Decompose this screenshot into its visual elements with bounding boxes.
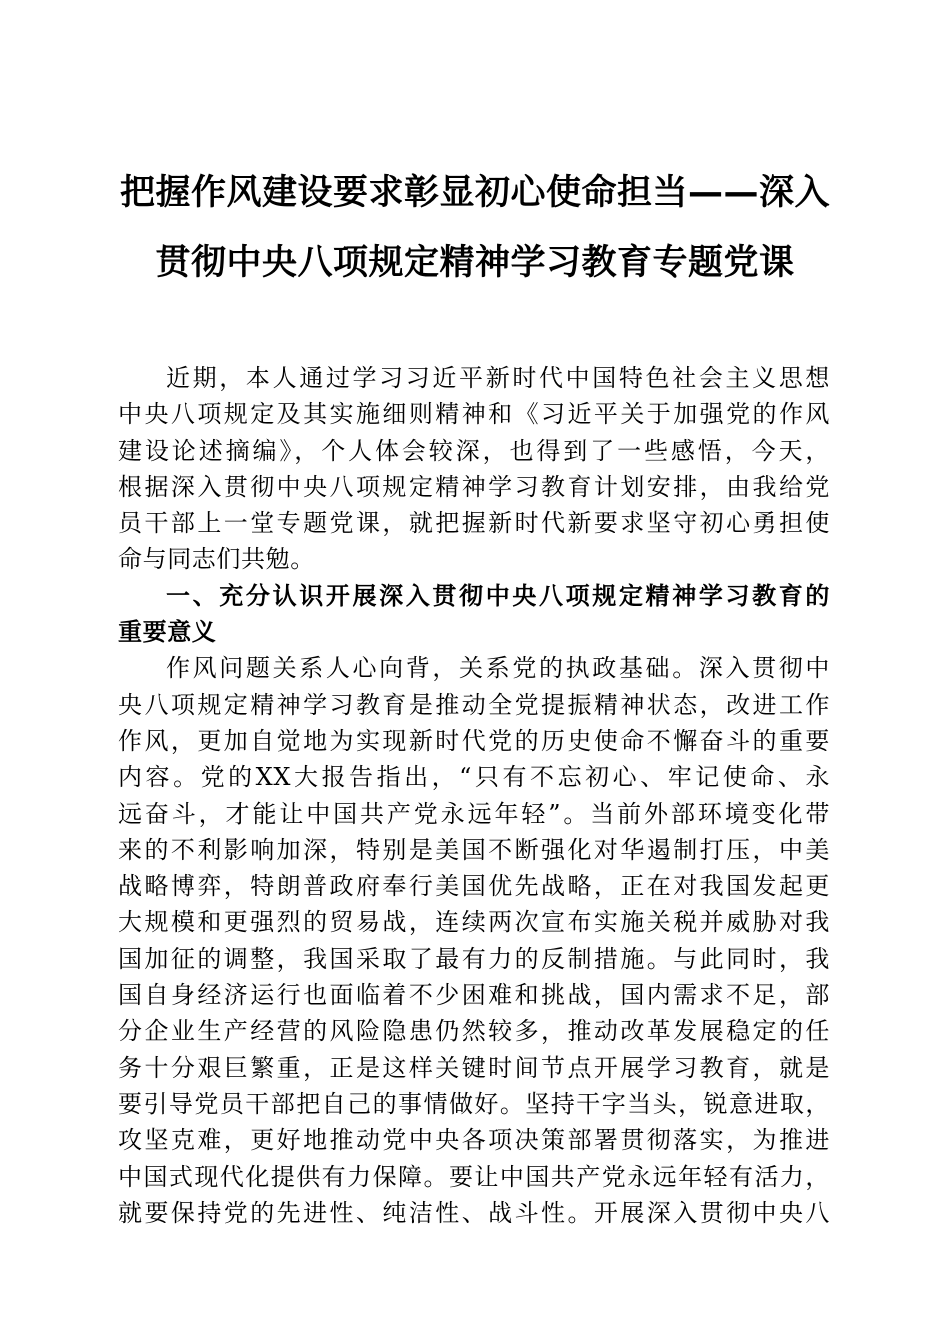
paragraph-line: 攻坚克难，更好地推动党中央各项决策部署贯彻落实，为推进 xyxy=(118,1126,830,1155)
paragraph-line: 中央八项规定及其实施细则精神和《习近平关于加强党的作风 xyxy=(118,400,830,429)
document-title-line-1: 把握作风建设要求彰显初心使命担当——深入 xyxy=(119,173,830,213)
paragraph-line: 作风，更加自觉地为实现新时代党的历史使命不懈奋斗的重要 xyxy=(118,726,830,755)
paragraph-line: 作风问题关系人心向背，关系党的执政基础。深入贯彻中 xyxy=(166,654,830,683)
paragraph-line: 国加征的调整，我国采取了最有力的反制措施。与此同时，我 xyxy=(118,944,830,973)
paragraph-line: 中国式现代化提供有力保障。要让中国共产党永远年轻有活力， xyxy=(118,1162,830,1191)
section-heading-line: 重要意义 xyxy=(118,618,217,647)
paragraph-line: 建设论述摘编》，个人体会较深，也得到了一些感悟，今天， xyxy=(118,436,830,465)
paragraph-line: 内容。党的XX大报告指出，“只有不忘初心、牢记使命、永 xyxy=(118,763,830,792)
document-body xyxy=(118,360,830,1231)
paragraph-line: 来的不利影响加深，特别是美国不断强化对华遏制打压，中美 xyxy=(118,835,830,864)
paragraph-line: 国自身经济运行也面临着不少困难和挑战，国内需求不足，部 xyxy=(118,981,830,1010)
paragraph-line: 要引导党员干部把自己的事情做好。坚持干字当头，锐意进取， xyxy=(118,1089,830,1118)
paragraph-line: 务十分艰巨繁重，正是这样关键时间节点开展学习教育，就是 xyxy=(118,1053,830,1082)
document-title-line-2: 贯彻中央八项规定精神学习教育专题党课 xyxy=(155,243,795,283)
paragraph-line: 分企业生产经营的风险隐患仍然较多，推动改革发展稳定的任 xyxy=(118,1017,830,1046)
paragraph-line: 战略博弈，特朗普政府奉行美国优先战略，正在对我国发起更 xyxy=(118,872,830,901)
paragraph-line: 根据深入贯彻中央八项规定精神学习教育计划安排，由我给党 xyxy=(118,472,830,501)
paragraph-line: 大规模和更强烈的贸易战，连续两次宣布实施关税并威胁对我 xyxy=(118,908,830,937)
paragraph-line: 央八项规定精神学习教育是推动全党提振精神状态，改进工作 xyxy=(118,690,830,719)
paragraph-line: 命与同志们共勉。 xyxy=(118,545,315,574)
paragraph-line: 近期，本人通过学习习近平新时代中国特色社会主义思想 xyxy=(166,364,830,392)
paragraph-line: 就要保持党的先进性、纯洁性、战斗性。开展深入贯彻中央八 xyxy=(118,1198,830,1227)
section-heading-line: 一、充分认识开展深入贯彻中央八项规定精神学习教育的 xyxy=(166,581,830,610)
paragraph-line: 远奋斗，才能让中国共产党永远年轻”。当前外部环境变化带 xyxy=(118,799,830,828)
paragraph-line: 员干部上一堂专题党课，就把握新时代新要求坚守初心勇担使 xyxy=(118,509,830,538)
